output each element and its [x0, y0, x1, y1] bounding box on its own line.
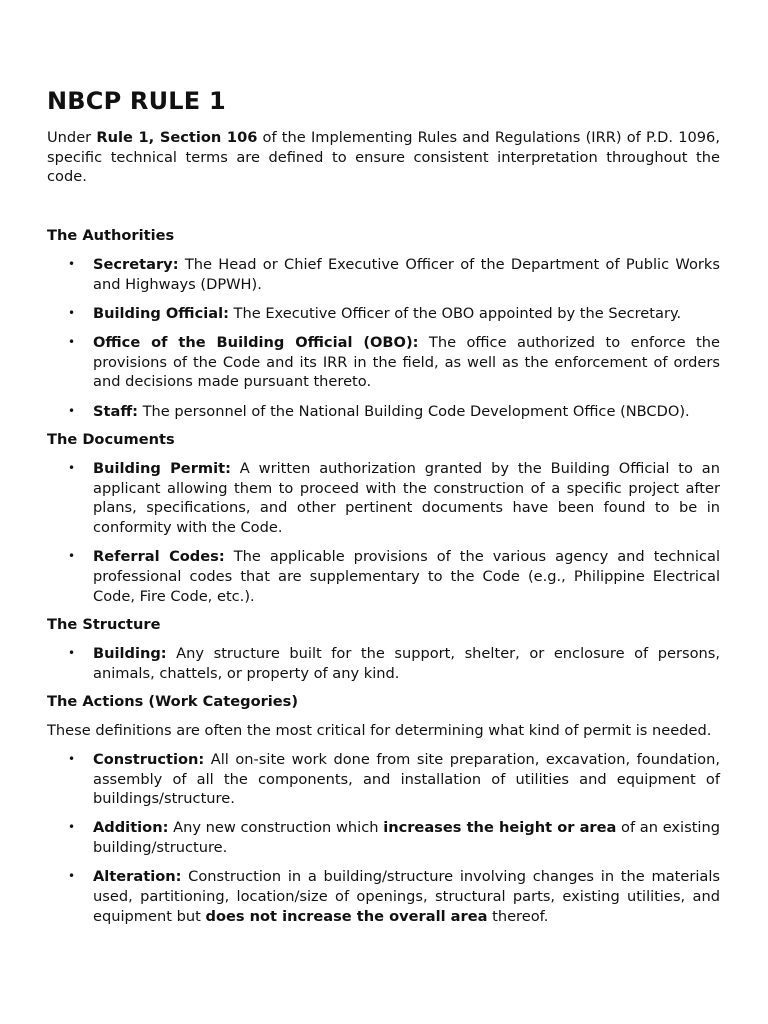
section-heading-documents: The Documents	[47, 431, 175, 449]
definition-term: Staff:	[93, 402, 138, 420]
bullet-glyph: •	[68, 460, 76, 475]
definition-alteration	[47, 867, 720, 926]
intro-suffix: of the Implementing Rules and Regulations (IRR) of P.D. 1096, specific technical terms are defined to ensure consistent interpretation throughout the code.	[47, 129, 720, 186]
bullet-glyph: •	[68, 305, 76, 320]
definition-text: The office authorized to enforce the provisions of the Code and its IRR in the field, as well as the enforcement of orders and decisions made pursuant thereto.	[93, 333, 720, 391]
section-structure	[47, 615, 720, 683]
definition-term: Building:	[93, 645, 167, 663]
bullet-glyph: •	[68, 403, 76, 418]
section-heading-actions: The Actions (Work Categories)	[47, 693, 299, 711]
definition-term: Building Permit:	[93, 459, 231, 477]
definition-text: The personnel of the National Building Code Development Office (NBCDO).	[138, 402, 690, 420]
definition-term: Secretary:	[93, 255, 179, 273]
documents-list	[47, 459, 720, 606]
definition-term: Addition:	[93, 819, 169, 837]
definition-emphasis: does not increase the overall area	[205, 907, 488, 925]
bullet-glyph: •	[68, 256, 76, 271]
intro-prefix: Under	[47, 129, 97, 146]
section-authorities	[47, 226, 720, 421]
definition-referral-codes	[47, 547, 720, 606]
definition-text: Any structure built for the support, shelter, or enclosure of persons, animals, chattels, or property of any kind.	[93, 645, 720, 682]
definition-term: Alteration:	[93, 868, 182, 886]
bullet-glyph: •	[68, 869, 76, 884]
bullet-glyph: •	[68, 334, 76, 349]
intro-paragraph	[47, 128, 720, 187]
bullet-glyph: •	[68, 549, 76, 564]
definition-building	[47, 644, 720, 683]
definition-text: A written authorization granted by the Building Official to an applicant allowing them to proceed with the construction of a specific project after plans, specifications, and other pertinent documents have been found to be in conformity with the Code.	[93, 459, 720, 537]
definition-term: Construction:	[93, 750, 205, 768]
actions-note: These definitions are often the most critical for determining what kind of permit is needed.	[47, 722, 712, 740]
intro-rule-reference: Rule 1, Section 106	[96, 129, 258, 146]
bullet-glyph: •	[68, 751, 76, 766]
definition-staff	[47, 402, 720, 422]
definition-text: The applicable provisions of the various agency and technical professional codes that are supplementary to the Code (e.g., Philippine Electrical Code, Fire Code, etc.).	[93, 548, 720, 605]
section-actions	[47, 692, 720, 926]
bullet-glyph: •	[68, 646, 76, 661]
definition-text: Any new construction which	[168, 819, 384, 837]
section-heading-authorities: The Authorities	[47, 227, 175, 245]
definition-text: thereof.	[487, 907, 549, 925]
structure-list	[47, 644, 720, 683]
definition-text: All on-site work done from site preparation, excavation, foundation, assembly of all the components, and installation of utilities and equipment of buildings/structure.	[93, 750, 720, 808]
definition-term: Building Official:	[93, 304, 229, 322]
definition-addition	[47, 818, 720, 857]
definition-text: The Head or Chief Executive Officer of the Department of Public Works and Highways (DPWH).	[93, 255, 720, 293]
definition-emphasis: increases the height or area	[383, 819, 617, 837]
definition-text: The Executive Officer of the OBO appointed by the Secretary.	[228, 304, 682, 322]
page-title: NBCP RULE 1	[47, 87, 226, 115]
definition-term: Office of the Building Official (OBO):	[93, 333, 419, 351]
definition-term: Referral Codes:	[93, 548, 225, 566]
section-documents	[47, 430, 720, 606]
definition-secretary	[47, 255, 720, 294]
actions-list	[47, 750, 720, 927]
definition-text: Construction in a building/structure involving changes in the materials used, partitioning, location/size of openings, structural parts, existing utilities, and equipment but	[93, 868, 720, 925]
authorities-list	[47, 255, 720, 421]
definition-building-official	[47, 304, 720, 324]
definition-construction	[47, 750, 720, 809]
definition-obo	[47, 333, 720, 392]
definition-building-permit	[47, 459, 720, 538]
bullet-glyph: •	[68, 820, 76, 835]
section-heading-structure: The Structure	[47, 616, 161, 634]
definition-text: of an existing building/structure.	[93, 819, 720, 857]
